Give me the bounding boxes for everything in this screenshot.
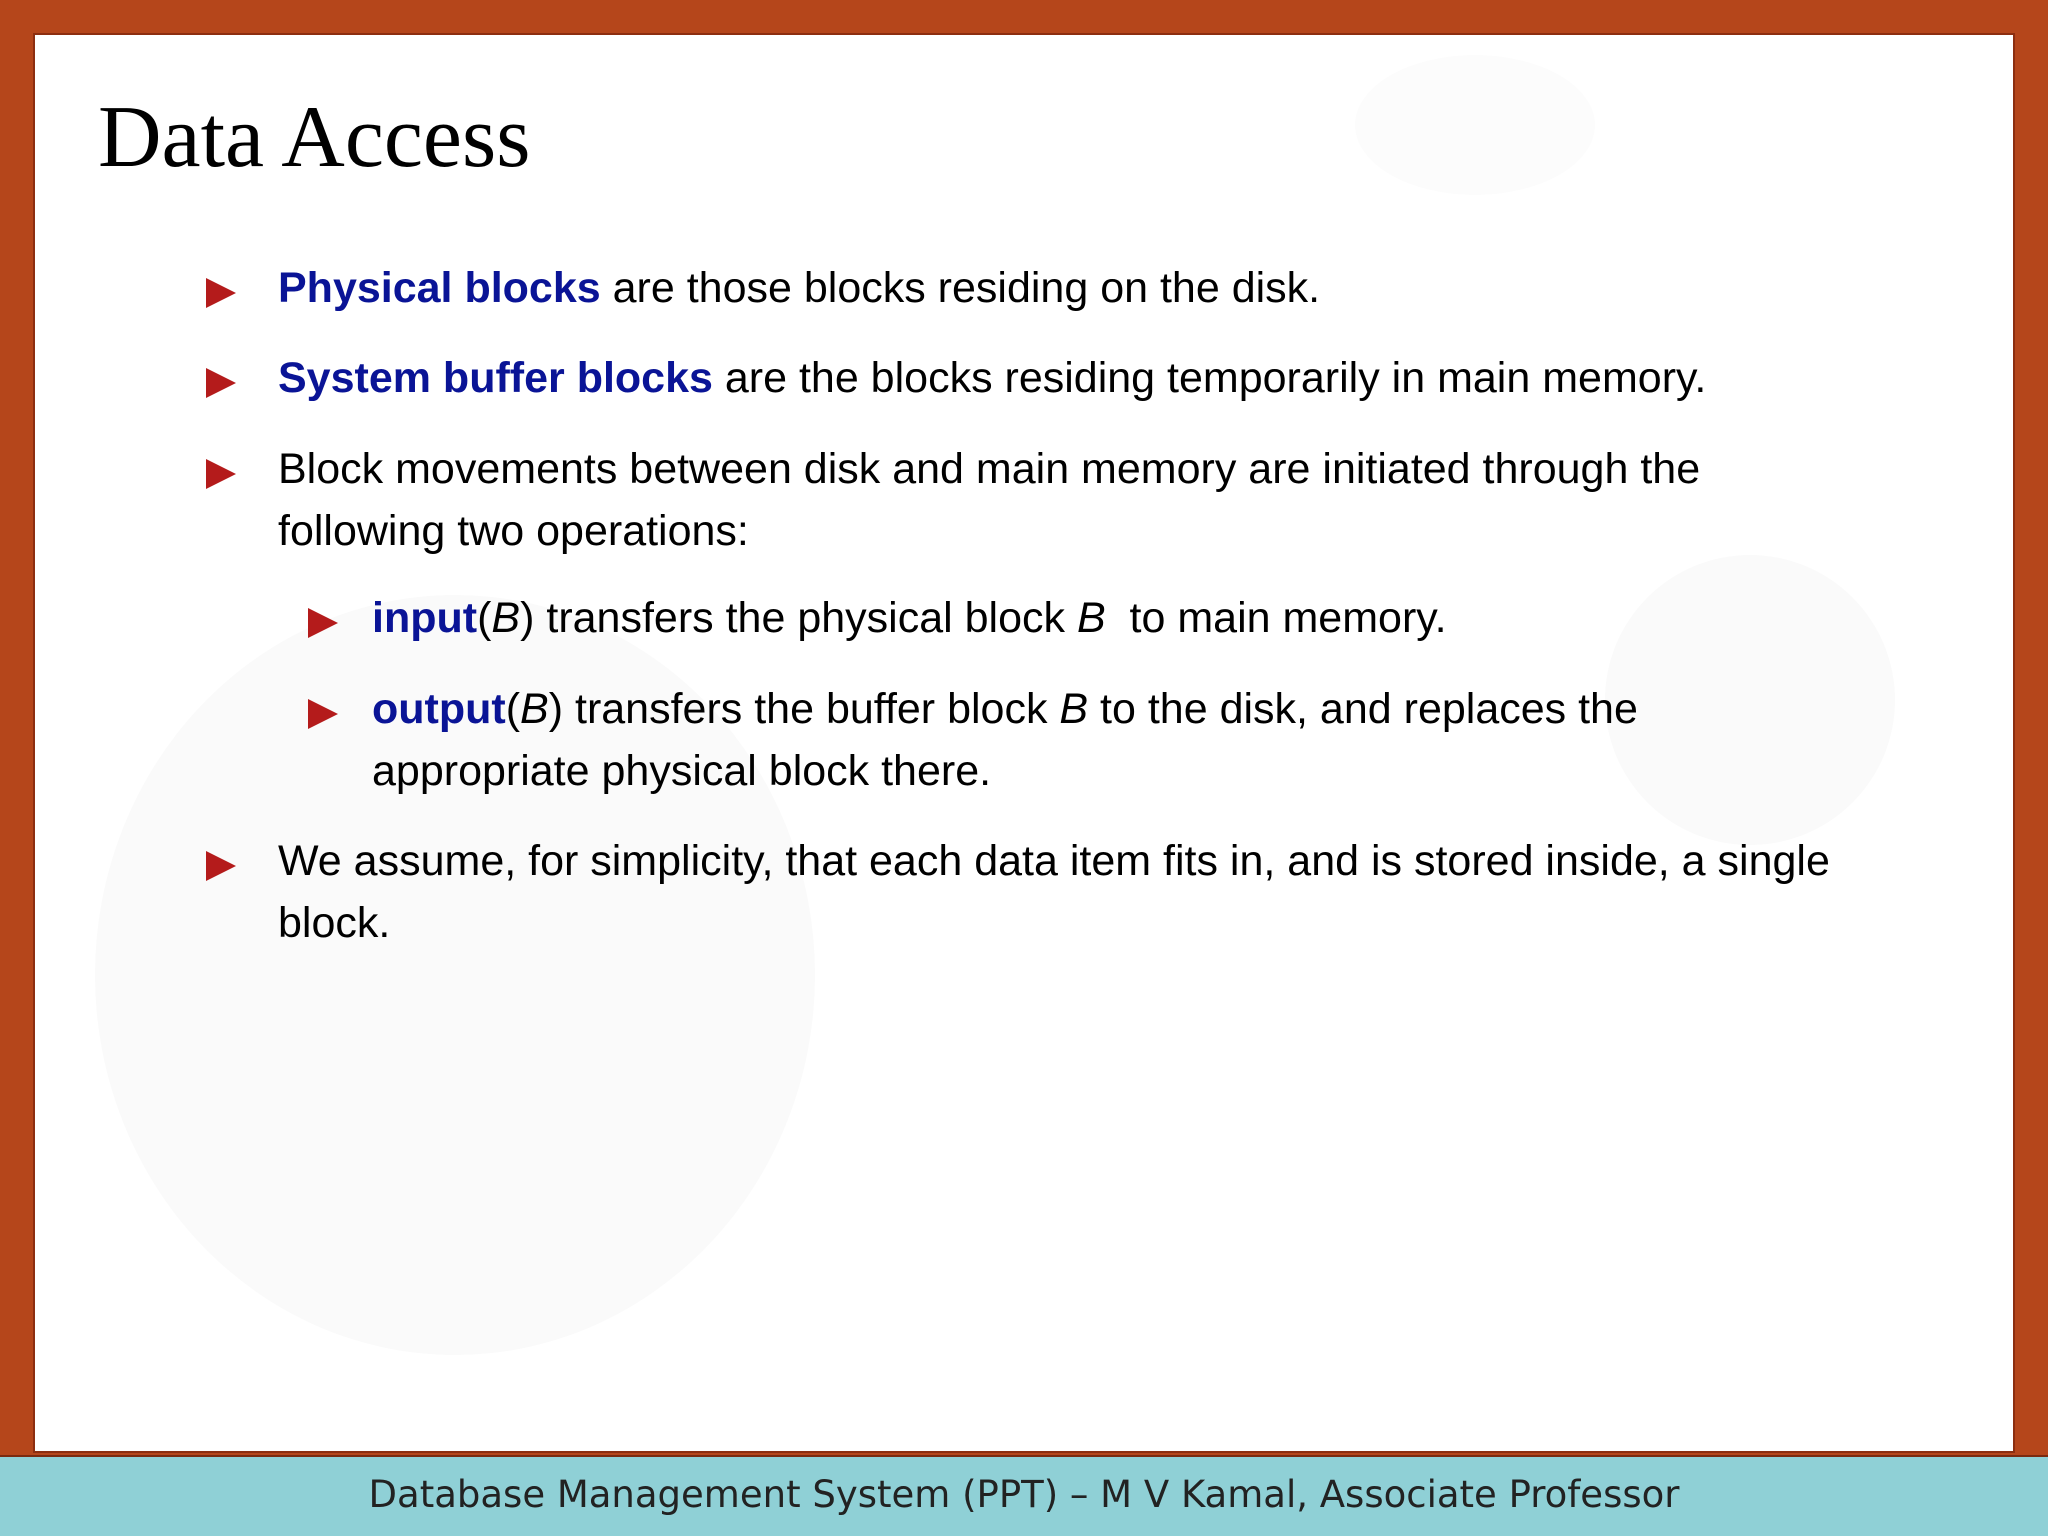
bullet-rest: to the disk, and replaces the	[1088, 685, 1638, 733]
slide-title: Data Access	[98, 89, 531, 186]
triangle-right-icon	[206, 278, 236, 308]
arg-b: B	[1059, 685, 1089, 733]
bullet-rest: are those blocks residing on the disk.	[600, 264, 1321, 312]
bullet-line-2: block.	[278, 899, 391, 947]
triangle-right-icon	[206, 368, 236, 398]
paren-open: (	[505, 685, 521, 733]
triangle-right-icon	[308, 608, 338, 638]
bullet-rest: transfers the buffer block	[563, 685, 1060, 733]
paren-close: )	[548, 685, 564, 733]
bullet-text	[372, 678, 1638, 802]
term-input: input	[372, 594, 478, 642]
background-circle	[1355, 55, 1595, 195]
bullet-rest: to main memory.	[1105, 594, 1447, 642]
bullet-text	[278, 347, 1706, 409]
footer-text: Database Management System (PPT) – M V Kamal, Associate Professor	[368, 1473, 1680, 1516]
bullet-line-2: appropriate physical block there.	[372, 747, 992, 795]
paren-close: )	[520, 594, 535, 642]
paren-open: (	[477, 594, 492, 642]
arg-b: B	[491, 594, 521, 642]
bullet-line-1: Block movements between disk and main memory are initiated through the	[278, 445, 1701, 493]
bullet-rest: are the blocks residing temporarily in main memory.	[712, 354, 1707, 402]
triangle-right-icon	[206, 851, 236, 881]
footer-bar	[0, 1455, 2048, 1536]
arg-b: B	[1076, 594, 1106, 642]
triangle-right-icon	[206, 459, 236, 489]
bullet-line-2: following two operations:	[278, 507, 749, 555]
term-physical-blocks: Physical blocks	[278, 264, 601, 312]
bullet-rest: transfers the physical block	[534, 594, 1077, 642]
arg-b: B	[520, 685, 549, 733]
bullet-line-1: We assume, for simplicity, that each data item fits in, and is stored inside, a single	[278, 837, 1830, 885]
bullet-text	[372, 587, 1447, 649]
term-output: output	[372, 685, 506, 733]
bullet-text	[278, 257, 1320, 319]
bullet-text	[278, 830, 1830, 954]
bullet-text	[278, 438, 1700, 562]
triangle-right-icon	[308, 699, 338, 729]
term-system-buffer-blocks: System buffer blocks	[278, 354, 713, 402]
background-circle	[1605, 555, 1895, 845]
